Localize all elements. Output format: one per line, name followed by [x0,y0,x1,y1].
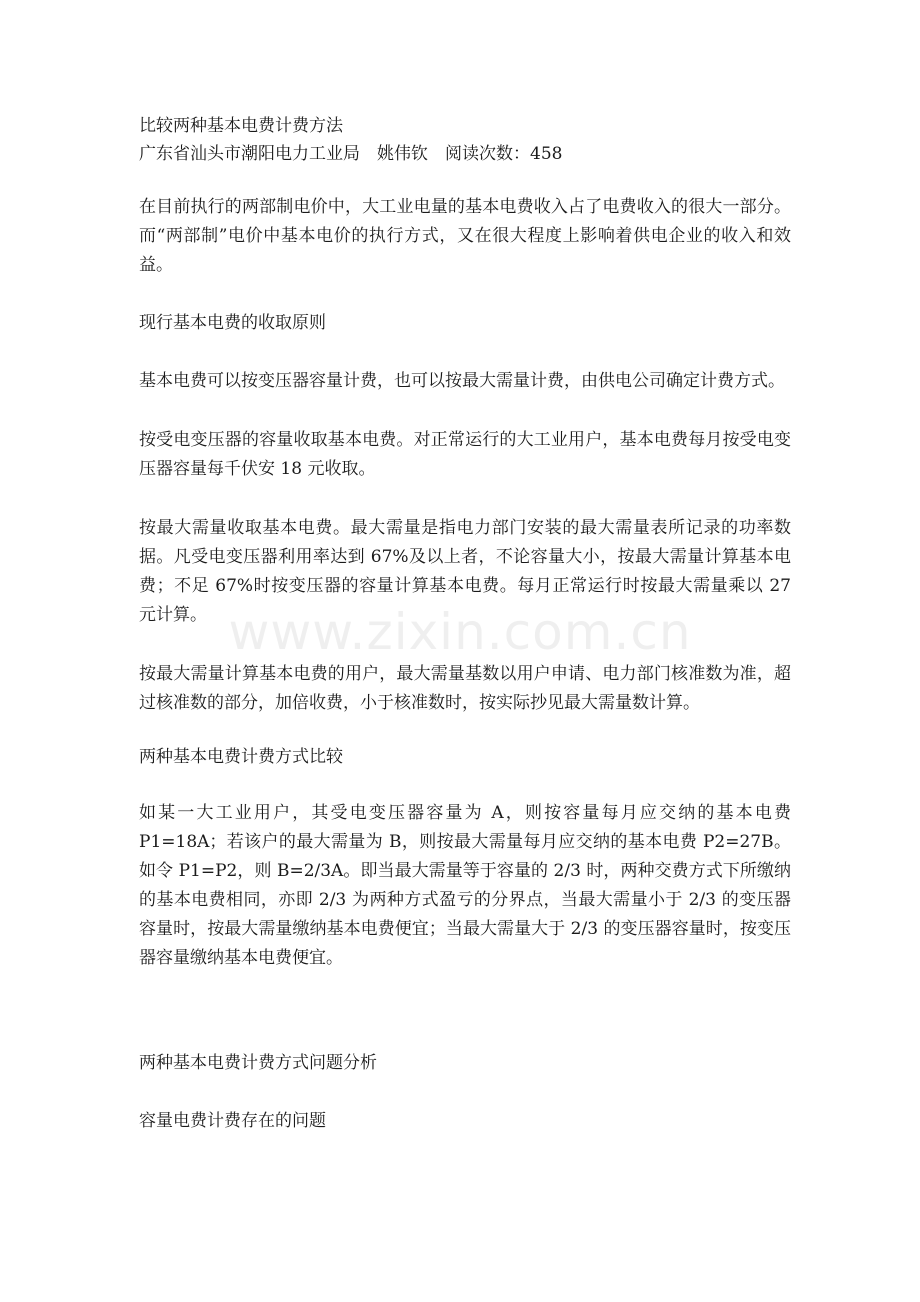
principle-paragraph-1: 基本电费可以按变压器容量计费，也可以按最大需量计费，由供电公司确定计费方式。 [139,371,785,391]
compare-heading: 两种基本电费计费方式比较 [139,747,343,767]
principle-paragraph-3: 按最大需量收取基本电费。最大需量是指电力部门安装的最大需量表所记录的功率数据。凡受电变压器利用率达到 67%及以上者，不论容量大小，按最大需量计算基本电费；不足 67%时按变压器的容量计算基本电费。每月正常运行时按最大需量乘以 27 元计算。 [139,518,791,625]
site-watermark: www.zixin.com.cn [228,603,692,661]
document-byline: 广东省汕头市潮阳电力工业局 姚伟钦 阅读次数：458 [139,144,563,164]
principle-paragraph-4: 按最大需量计算基本电费的用户，最大需量基数以用户申请、电力部门核准数为准，超过核准数的部分，加倍收费，小于核准数时，按实际抄见最大需量数计算。 [139,664,791,713]
principle-heading: 现行基本电费的收取原则 [139,313,326,333]
compare-paragraph: 如某一大工业用户，其受电变压器容量为 A，则按容量每月应交纳的基本电费 P1=18A；若该户的最大需量为 B，则按最大需量每月应交纳的基本电费 P2=27B。如令 P1=P2，则 B=2/3A。即当最大需量等于容量的 2/3 时，两种交费方式下所缴纳的基本电费相同，亦即 2/3 为两种方式盈亏的分界点，当最大需量小于 2/3 的变压器容量时，按最大需量缴纳基本电费便宜；当最大需量大于 2/3 的变压器容量时，按变压器容量缴纳基本电费便宜。 [139,803,791,968]
intro-paragraph: 在目前执行的两部制电价中，大工业电量的基本电费收入占了电费收入的很大一部分。而“两部制”电价中基本电价的执行方式，又在很大程度上影响着供电企业的收入和效益。 [139,197,791,275]
document-title: 比较两种基本电费计费方法 [139,116,343,136]
capacity-heading: 容量电费计费存在的问题 [139,1111,326,1131]
principle-paragraph-2: 按受电变压器的容量收取基本电费。对正常运行的大工业用户，基本电费每月按受电变压器容量每千伏安 18 元收取。 [139,430,791,479]
document-page [139,112,791,1135]
analysis-heading: 两种基本电费计费方式问题分析 [139,1053,377,1073]
